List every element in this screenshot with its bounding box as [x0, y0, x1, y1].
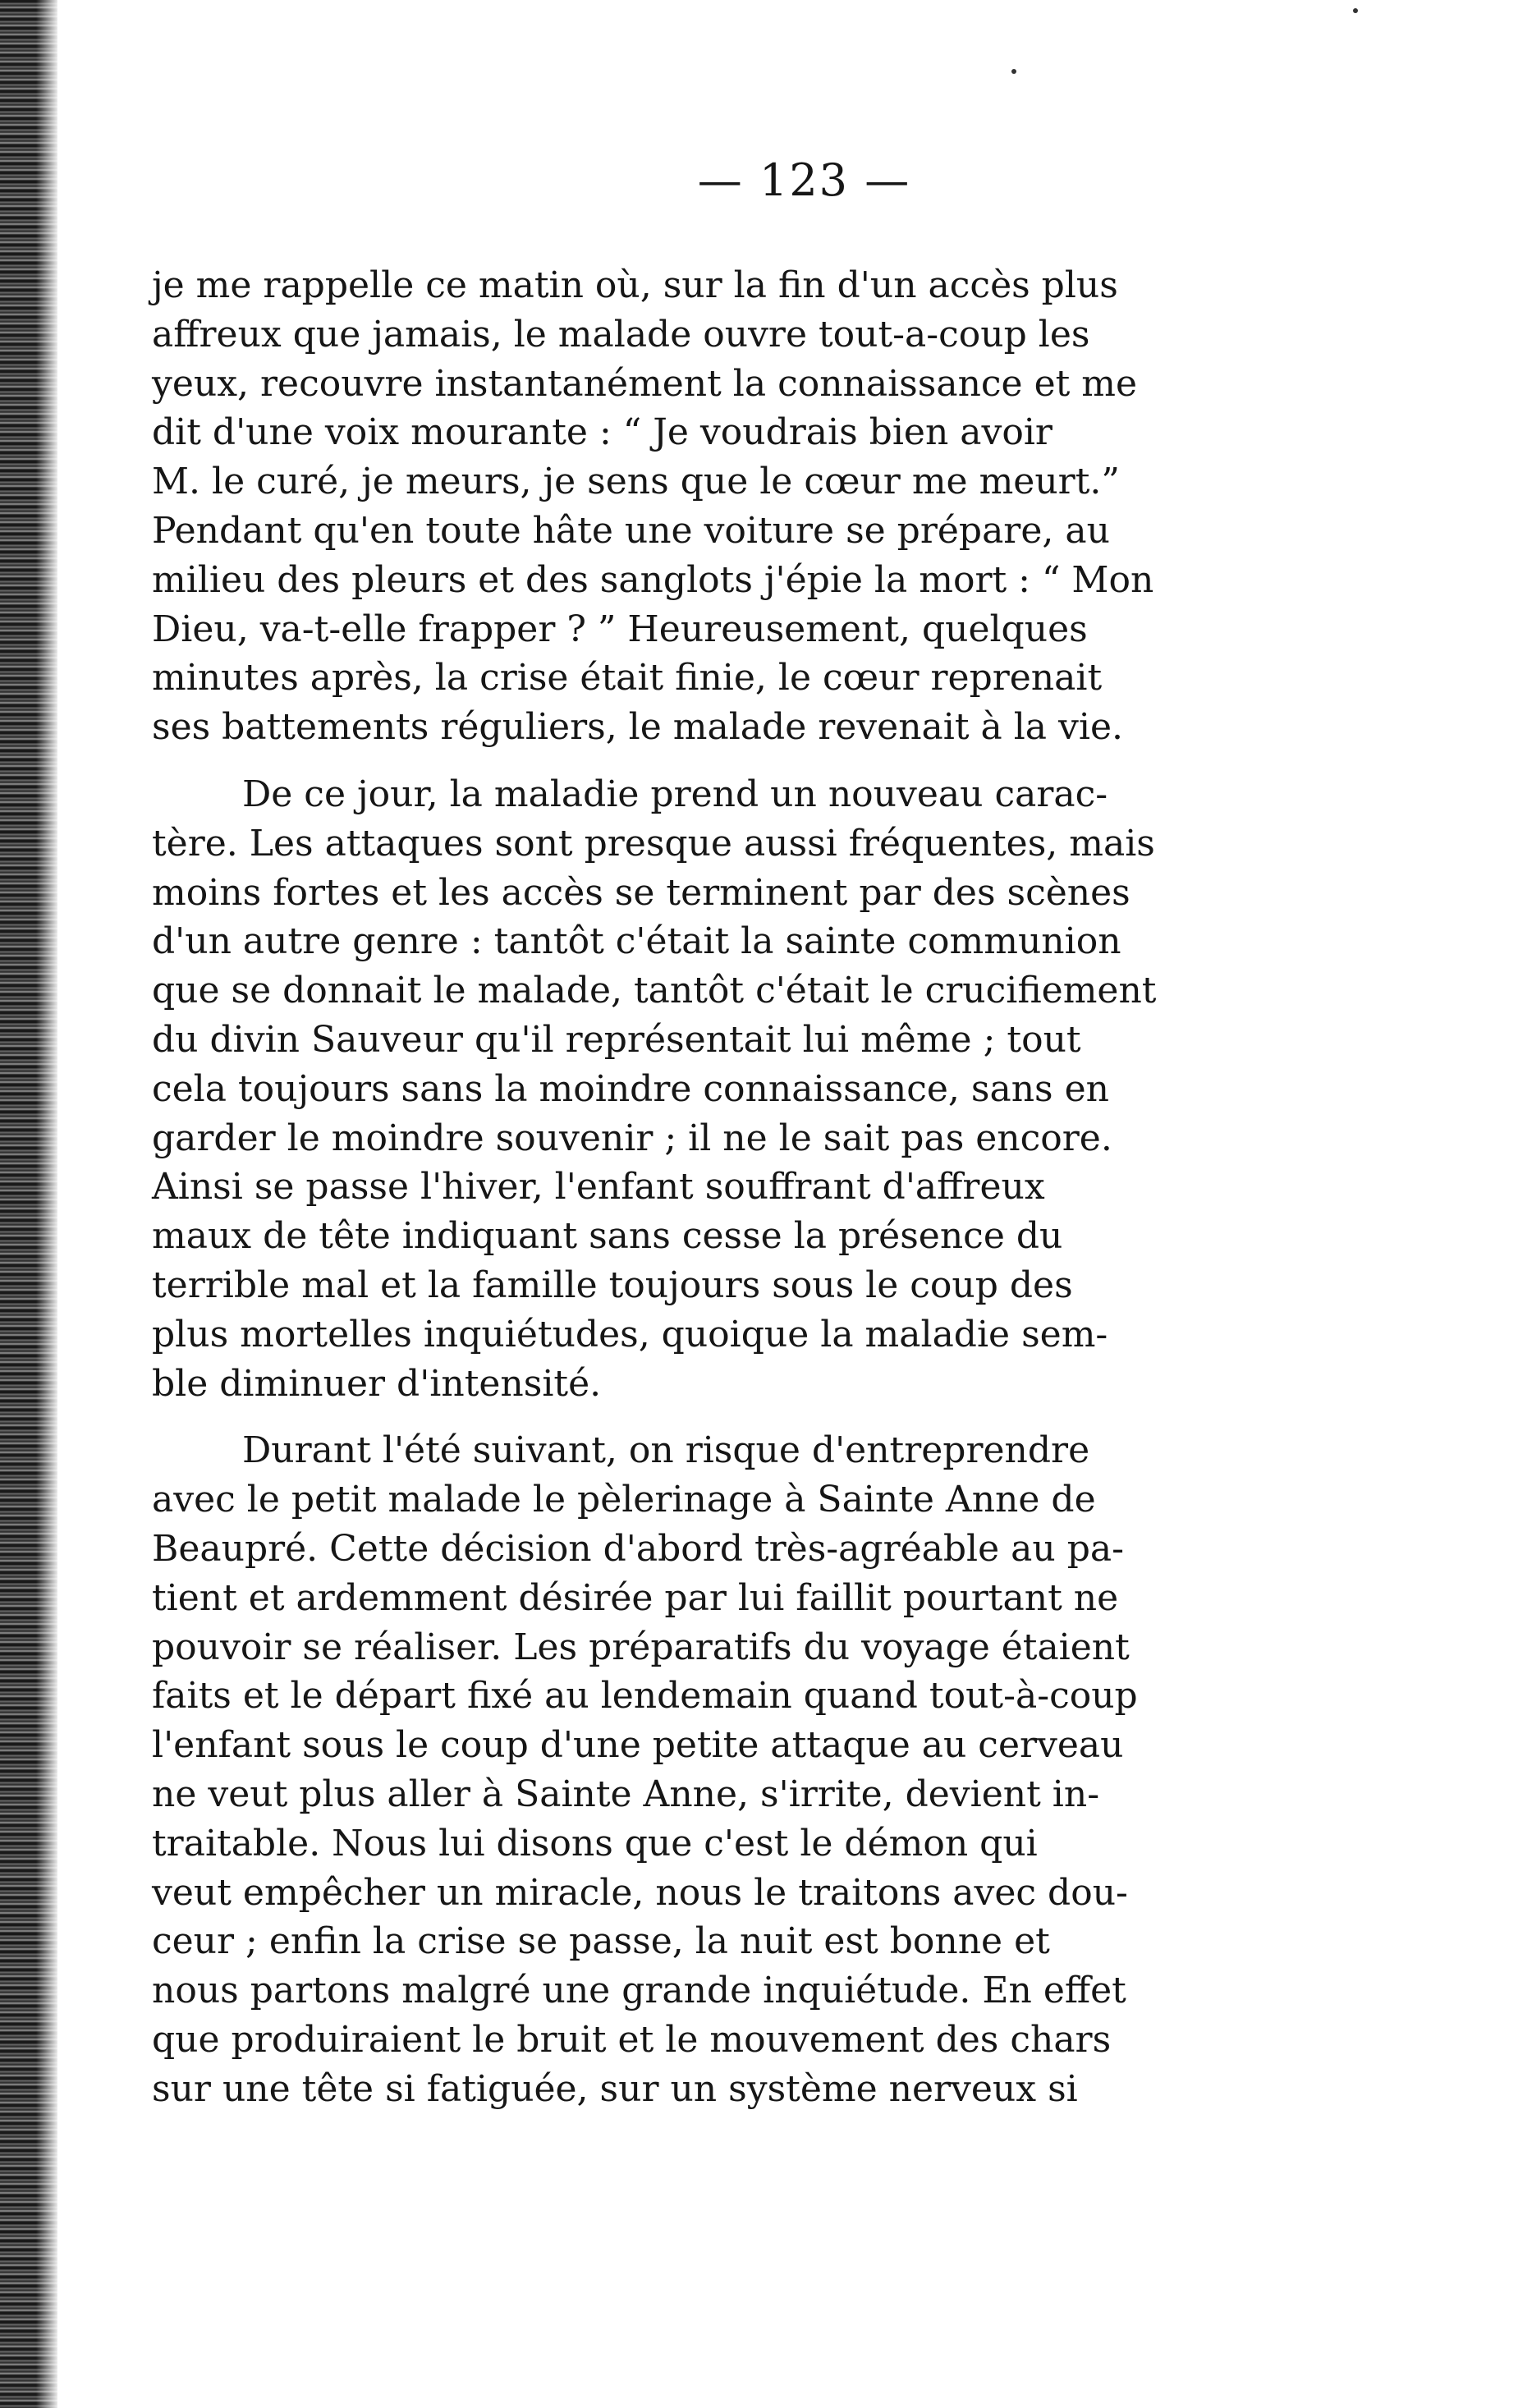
- text-line: d'un autre genre : tantôt c'était la sainte communion: [152, 920, 1121, 963]
- text-line: nous partons malgré une grande inquiétude. En effet: [152, 1970, 1126, 2012]
- text-line: ceur ; enfin la crise se passe, la nuit est bonne et: [152, 1920, 1050, 1963]
- page-number: — 123 —: [697, 154, 911, 206]
- body-text: [152, 261, 1260, 2113]
- paragraph: [152, 770, 1260, 1408]
- text-line: cela toujours sans la moindre connaissance, sans en: [152, 1067, 1109, 1110]
- text-line: maux de tête indiquant sans cesse la présence du: [152, 1215, 1063, 1258]
- text-line: l'enfant sous le coup d'une petite attaque au cerveau: [152, 1724, 1124, 1767]
- text-line: Pendant qu'en toute hâte une voiture se prépare, au: [152, 509, 1110, 552]
- text-line: faits et le départ fixé au lendemain quand tout-à-coup: [152, 1675, 1138, 1718]
- text-line: Durant l'été suivant, on risque d'entreprendre: [242, 1429, 1090, 1472]
- text-line: terrible mal et la famille toujours sous le coup des: [152, 1264, 1073, 1306]
- text-line: ses battements réguliers, le malade revenait à la vie.: [152, 706, 1123, 749]
- scan-speck: [1353, 8, 1358, 13]
- text-line: De ce jour, la maladie prend un nouveau carac-: [242, 773, 1108, 815]
- text-line: que se donnait le malade, tantôt c'était le crucifiement: [152, 970, 1157, 1012]
- scanned-binding-edge: [0, 0, 57, 2408]
- text-line: M. le curé, je meurs, je sens que le cœur me meurt.”: [152, 461, 1120, 503]
- paragraph: [152, 261, 1260, 752]
- text-line: traitable. Nous lui disons que c'est le démon qui: [152, 1822, 1038, 1864]
- paragraph: [152, 1426, 1260, 2113]
- text-line: ne veut plus aller à Sainte Anne, s'irrite, devient in-: [152, 1773, 1100, 1815]
- text-line: veut empêcher un miracle, nous le traitons avec dou-: [152, 1871, 1128, 1914]
- text-line: dit d'une voix mourante : “ Je voudrais bien avoir: [152, 411, 1053, 454]
- scan-speck: [1011, 69, 1016, 74]
- text-line: sur une tête si fatiguée, sur un système nerveux si: [152, 2067, 1078, 2110]
- text-line: du divin Sauveur qu'il représentait lui même ; tout: [152, 1018, 1081, 1061]
- text-line: moins fortes et les accès se terminent par des scènes: [152, 871, 1130, 914]
- text-line: je me rappelle ce matin où, sur la fin d'un accès plus: [152, 264, 1118, 306]
- text-line: yeux, recouvre instantanément la connaissance et me: [152, 362, 1138, 405]
- text-line: minutes après, la crise était finie, le cœur reprenait: [152, 657, 1103, 699]
- text-line: ble diminuer d'intensité.: [152, 1362, 602, 1405]
- text-line: Dieu, va-t-elle frapper ? ” Heureusement, quelques: [152, 608, 1088, 650]
- text-line: milieu des pleurs et des sanglots j'épie la mort : “ Mon: [152, 558, 1154, 601]
- text-line: tère. Les attaques sont presque aussi fréquentes, mais: [152, 822, 1155, 865]
- text-line: affreux que jamais, le malade ouvre tout-a-coup les: [152, 313, 1090, 355]
- text-line: Beaupré. Cette décision d'abord très-agréable au pa-: [152, 1527, 1124, 1570]
- text-line: que produiraient le bruit et le mouvement des chars: [152, 2018, 1112, 2061]
- text-line: garder le moindre souvenir ; il ne le sait pas encore.: [152, 1117, 1112, 1159]
- text-line: Ainsi se passe l'hiver, l'enfant souffrant d'affreux: [152, 1166, 1045, 1209]
- text-line: tient et ardemment désirée par lui faillit pourtant ne: [152, 1576, 1119, 1619]
- text-line: plus mortelles inquiétudes, quoique la maladie sem-: [152, 1313, 1108, 1355]
- text-line: pouvoir se réaliser. Les préparatifs du voyage étaient: [152, 1626, 1130, 1668]
- text-line: avec le petit malade le pèlerinage à Sainte Anne de: [152, 1479, 1096, 1521]
